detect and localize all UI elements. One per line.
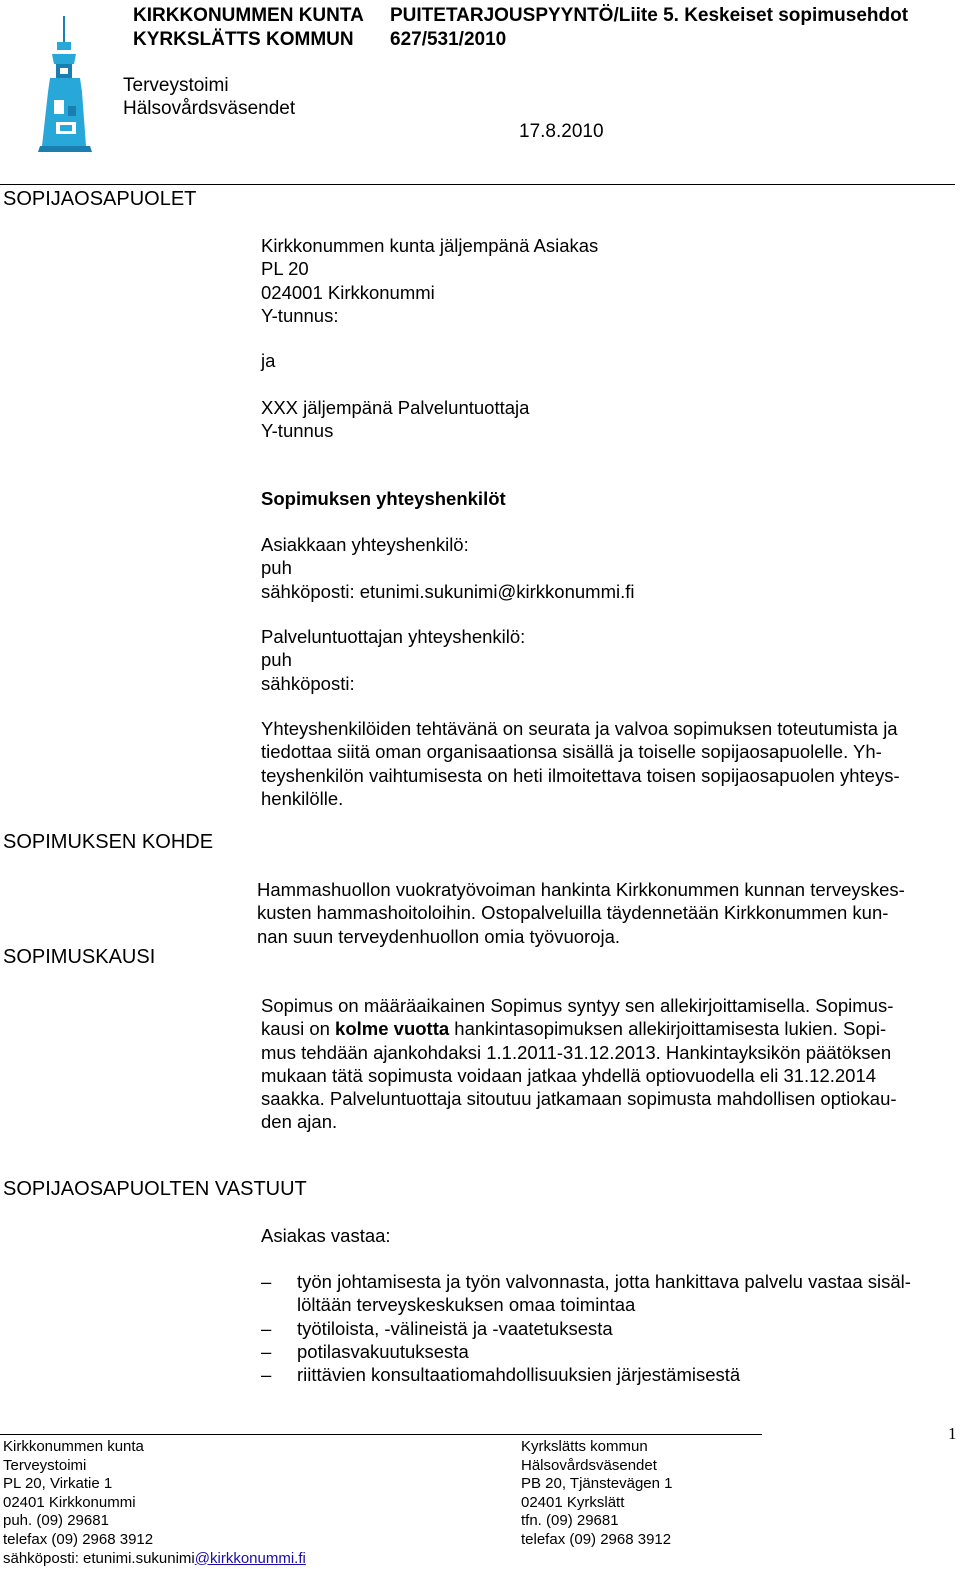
client-contact-line: puh xyxy=(261,557,292,579)
paragraph-line xyxy=(261,1017,897,1040)
provider-line: Y-tunnus xyxy=(261,420,334,442)
paragraph-line: den ajan. xyxy=(261,1111,338,1133)
department-sv: Hälsovårdsväsendet xyxy=(123,98,296,119)
contract-duration: kolme vuotta xyxy=(335,1018,450,1040)
client-line: Y-tunnus: xyxy=(261,304,339,326)
department-fi: Terveystoimi xyxy=(123,75,229,96)
list-item xyxy=(261,1363,911,1386)
document-title: PUITETARJOUSPYYNTÖ/Liite 5. Keskeiset sopimusehdot xyxy=(390,5,909,26)
document-number: 627/531/2010 xyxy=(390,29,507,50)
list-item-text: riittävien konsultaatiomahdollisuuksien järjestämisestä xyxy=(297,1364,741,1386)
section-heading-parties: SOPIJAOSAPUOLET xyxy=(3,188,197,210)
footer-divider xyxy=(0,1434,762,1435)
footer-line: telefax (09) 2968 3912 xyxy=(3,1530,154,1548)
footer-line: 02401 Kirkkonummi xyxy=(3,1493,136,1511)
page-number: 1 xyxy=(948,1424,957,1443)
provider-contact-line: puh xyxy=(261,649,292,671)
list-item-text: potilasvakuutuksesta xyxy=(297,1340,469,1362)
section-heading-period: SOPIMUSKAUSI xyxy=(3,946,156,968)
footer-line: Hälsovårdsväsendet xyxy=(521,1456,657,1474)
client-contact xyxy=(261,533,635,603)
paragraph-line: henkilölle. xyxy=(261,787,344,809)
footer-line: tfn. (09) 29681 xyxy=(521,1512,619,1530)
lighthouse-logo-icon xyxy=(36,14,96,152)
dash-bullet-icon: – xyxy=(261,1364,272,1386)
contacts-heading: Sopimuksen yhteyshenkilöt xyxy=(261,488,506,509)
paragraph-line: saakka. Palveluntuottaja sitoutuu jatkamaan sopimusta mahdollisen optiokau- xyxy=(261,1088,897,1110)
footer-email-line xyxy=(3,1550,306,1569)
client-contact-line: Asiakkaan yhteyshenkilö: xyxy=(261,534,469,555)
provider-contact-line: sähköposti: xyxy=(261,672,355,694)
text-run: hankintasopimuksen allekirjoittamisesta lukien. Sopi- xyxy=(449,1018,887,1040)
client-line: Kirkkonummen kunta jäljempänä Asiakas xyxy=(261,235,599,256)
conjunction: ja xyxy=(261,350,276,371)
footer-line: telefax (09) 2968 3912 xyxy=(521,1530,672,1548)
footer-right xyxy=(521,1438,673,1550)
email-link[interactable]: @kirkkonummi.fi xyxy=(194,1549,306,1567)
footer-line: puh. (09) 29681 xyxy=(3,1512,109,1530)
paragraph-line: teyshenkilön vaihtumisesta on heti ilmoitettava toisen sopijaosapuolen yhteys- xyxy=(261,764,900,786)
provider-line: XXX jäljempänä Palveluntuottaja xyxy=(261,397,530,418)
dash-bullet-icon: – xyxy=(261,1271,272,1292)
paragraph-line: mukaan tätä sopimusta voidaan jatkaa yhdellä optiovuodella eli 31.12.2014 xyxy=(261,1064,877,1086)
paragraph-line: mus tehdään ajankohdaksi 1.1.2011-31.12.2013. Hankintayksikön päätöksen xyxy=(261,1041,892,1063)
period-paragraph xyxy=(261,994,897,1134)
provider-contact xyxy=(261,625,525,695)
org-name-fi: KIRKKONUMMEN KUNTA xyxy=(133,5,364,26)
client-info xyxy=(261,234,598,327)
list-item xyxy=(261,1340,911,1363)
paragraph-line: nan suun terveydenhuollon omia työvuoroja. xyxy=(257,925,621,947)
provider-contact-line: Palveluntuottajan yhteyshenkilö: xyxy=(261,626,526,647)
client-line: 024001 Kirkkonummi xyxy=(261,281,435,303)
text-run: kausi on xyxy=(261,1018,336,1040)
subject-paragraph xyxy=(257,878,905,948)
liability-list xyxy=(261,1270,911,1386)
dash-bullet-icon: – xyxy=(261,1340,272,1362)
paragraph-line: Hammashuollon vuokratyövoiman hankinta Kirkkonummen kunnan terveyskes- xyxy=(257,879,905,900)
list-item-text: työn johtamisesta ja työn valvonnasta, jotta hankittava palvelu vastaa sisäl- löltään terveyskeskuksen omaa toimintaa xyxy=(297,1271,911,1316)
municipality-logo xyxy=(36,14,96,152)
paragraph-line: Sopimus on määräaikainen Sopimus syntyy sen allekirjoittamisella. Sopimus- xyxy=(261,995,894,1016)
paragraph-line: Yhteyshenkilöiden tehtävänä on seurata ja valvoa sopimuksen toteutumista ja xyxy=(261,718,898,739)
client-line: PL 20 xyxy=(261,258,309,280)
email-prefix: sähköposti: etunimi.sukunimi xyxy=(3,1549,195,1567)
liability-intro: Asiakas vastaa: xyxy=(261,1225,391,1246)
footer-line: PB 20, Tjänstevägen 1 xyxy=(521,1475,673,1493)
paragraph-line: tiedottaa siitä oman organisaationsa sisällä ja toiselle sopijaosapuolelle. Yh- xyxy=(261,741,882,763)
client-contact-email: sähköposti: etunimi.sukunimi@kirkkonummi.fi xyxy=(261,580,635,602)
dash-bullet-icon: – xyxy=(261,1317,272,1339)
header-divider xyxy=(0,184,955,185)
footer-line: Kyrkslätts kommun xyxy=(521,1438,648,1455)
paragraph-line: kusten hammashoitoloihin. Ostopalveluilla täydennetään Kirkkonummen kun- xyxy=(257,902,889,924)
footer-line: PL 20, Virkatie 1 xyxy=(3,1475,113,1493)
footer-line: Kirkkonummen kunta xyxy=(3,1438,144,1455)
section-heading-liability: SOPIJAOSAPUOLTEN VASTUUT xyxy=(3,1178,307,1200)
list-item-text: työtiloista, -välineistä ja -vaatetuksesta xyxy=(297,1317,613,1339)
org-name-sv: KYRKSLÄTTS KOMMUN xyxy=(133,29,354,50)
document-date: 17.8.2010 xyxy=(519,121,604,142)
footer-line: Terveystoimi xyxy=(3,1456,87,1474)
footer-left xyxy=(3,1438,306,1568)
list-item xyxy=(261,1317,911,1340)
section-heading-subject: SOPIMUKSEN KOHDE xyxy=(3,831,214,853)
contacts-paragraph xyxy=(261,717,900,810)
list-item xyxy=(261,1270,911,1317)
provider-info xyxy=(261,396,529,443)
footer-line: 02401 Kyrkslätt xyxy=(521,1493,625,1511)
